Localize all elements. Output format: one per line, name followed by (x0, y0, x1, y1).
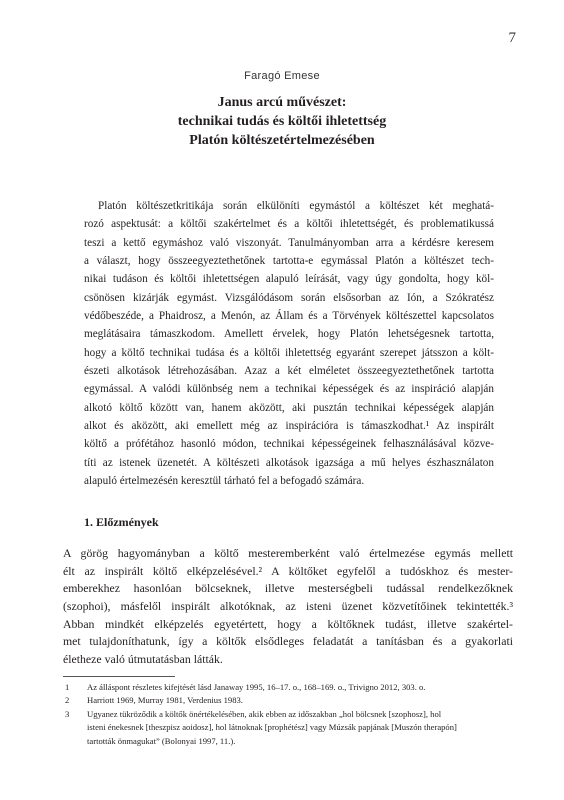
body-line: élt az inspirált költő elképzelésével.² A költőket egyfelől a tudóskhoz és mester- (63, 563, 513, 578)
abstract-line: Platón költészetkritikája során elkülöníti egymástól a költészet két meghatá- (98, 200, 494, 212)
footnote (63, 708, 513, 748)
body-line: emberekhez hasonlóan bölcseknek, illetve mesterségbeli tudással rendelkezőknek (63, 581, 513, 596)
abstract-line: nikai tudáson és költői ihletettségen alapuló leírását, vagy úgy gondolta, hogy köl- (84, 273, 494, 286)
body-paragraph (63, 545, 513, 669)
title-line: Platón költészetértelmezésében (189, 133, 375, 148)
abstract-line: alkotó költő között van, hanem aközött, aki pusztán technikai képességek alapján (84, 401, 494, 414)
page-number: 7 (508, 30, 516, 46)
body-line: Abban mindkét elképzelés egyetértett, hogy a költőknek tudást, illetve szakértel- (63, 616, 513, 631)
body-line: (szophoi), másfelől inspirált alkotóknak, az isteni üzenet közvetítőinek tekintették.³ (63, 599, 513, 614)
abstract-line: rozó aspektusát: a költői szakértelmet és a költői ihletettségét, és problematikussá (84, 218, 494, 231)
footnote (63, 681, 513, 694)
article-title (0, 93, 564, 150)
abstract-line: védőbeszéde, a Phaidrosz, a Menón, az Állam és a Törvények költészettel kapcsolatos (84, 310, 494, 323)
footnote-line: Ugyanez tükröződik a költők önértékelésében, akik ebben az időszakban „hol bölcsnek [szophosz], hol (87, 708, 442, 719)
footnote-divider (63, 676, 175, 677)
footnote-number: 3 (65, 708, 70, 719)
footnote-line: tartották önmagukat” (Bolonyai 1997, 11.). (87, 735, 236, 746)
abstract-line: csönösen kizárják egymást. Vizsgálódásom során elsősorban az Ión, a Szókratész (84, 291, 494, 304)
footnote-line: isteni énekesnek [theszpisz aoidosz], hol látnoknak [prophétész] vagy Múzsák papjának [Muszón therapón] (87, 722, 457, 733)
footnote-line: Harriott 1969, Murray 1981, Verdenius 1983. (87, 695, 243, 706)
abstract-line: egymással. A valódi különbség nem a technikai képességek és az inspiráció alapján (84, 383, 494, 396)
footnote (63, 694, 513, 707)
footnote-number: 2 (65, 695, 70, 706)
body-line: met tulajdoníthatunk, így a költők elsődleges feladatát a tanításban és a gyakorlati (63, 634, 513, 649)
abstract-line: a választ, hogy összeegyeztethetőnek tartotta-e egymással Platón a költészet tech- (84, 255, 494, 268)
footnotes (63, 681, 513, 748)
abstract-line: meglátásaira támaszkodom. Amellett érvelek, hogy Platón lehetségesnek tartotta, (84, 328, 494, 341)
abstract-line: észeti alkotások létrehozásában. Azaz a két elméletet összeegyeztethetőnek tartotta (84, 365, 494, 378)
body-line: A görög hagyományban a költő mesteremberként való értelmezése egymás mellett (63, 546, 513, 560)
abstract-line: költő a prófétához hasonló módon, technikai képességeinek felhasználásával közve- (84, 438, 494, 451)
footnote-line: Az álláspont részletes kifejtését lásd Janaway 1995, 16–17. o., 168–169. o., Trivigno 2012, 303. o. (87, 682, 426, 692)
abstract (84, 197, 494, 491)
abstract-line: alapuló értelmezésén keresztül tárható fel a befogadó számára. (84, 475, 365, 488)
abstract-line: títi az istenek üzenetét. A költészeti alkotások igazsága a mű helyes észhasználaton (84, 456, 494, 469)
title-line: technikai tudás és költői ihletettség (177, 114, 387, 129)
title-line: Janus arcú művészet: (217, 95, 347, 110)
footnote-number: 1 (65, 682, 70, 692)
author-name: Faragó Emese (244, 70, 320, 82)
abstract-line: hogy a költő technikai tudása és a költői ihletettség egyaránt szerepet játsszon a költ- (84, 346, 494, 359)
body-line: életheze való útmutatásban látták. (63, 652, 223, 667)
abstract-line: alkot és aközött, aki emellett még az inspirációra is támaszkodhat.¹ Az inspirált (84, 420, 494, 433)
abstract-line: teszi a kettő egymáshoz való viszonyát. Tanulmányomban arra a kérdésre keresem (84, 236, 494, 249)
section-heading: 1. Előzmények (84, 515, 159, 529)
